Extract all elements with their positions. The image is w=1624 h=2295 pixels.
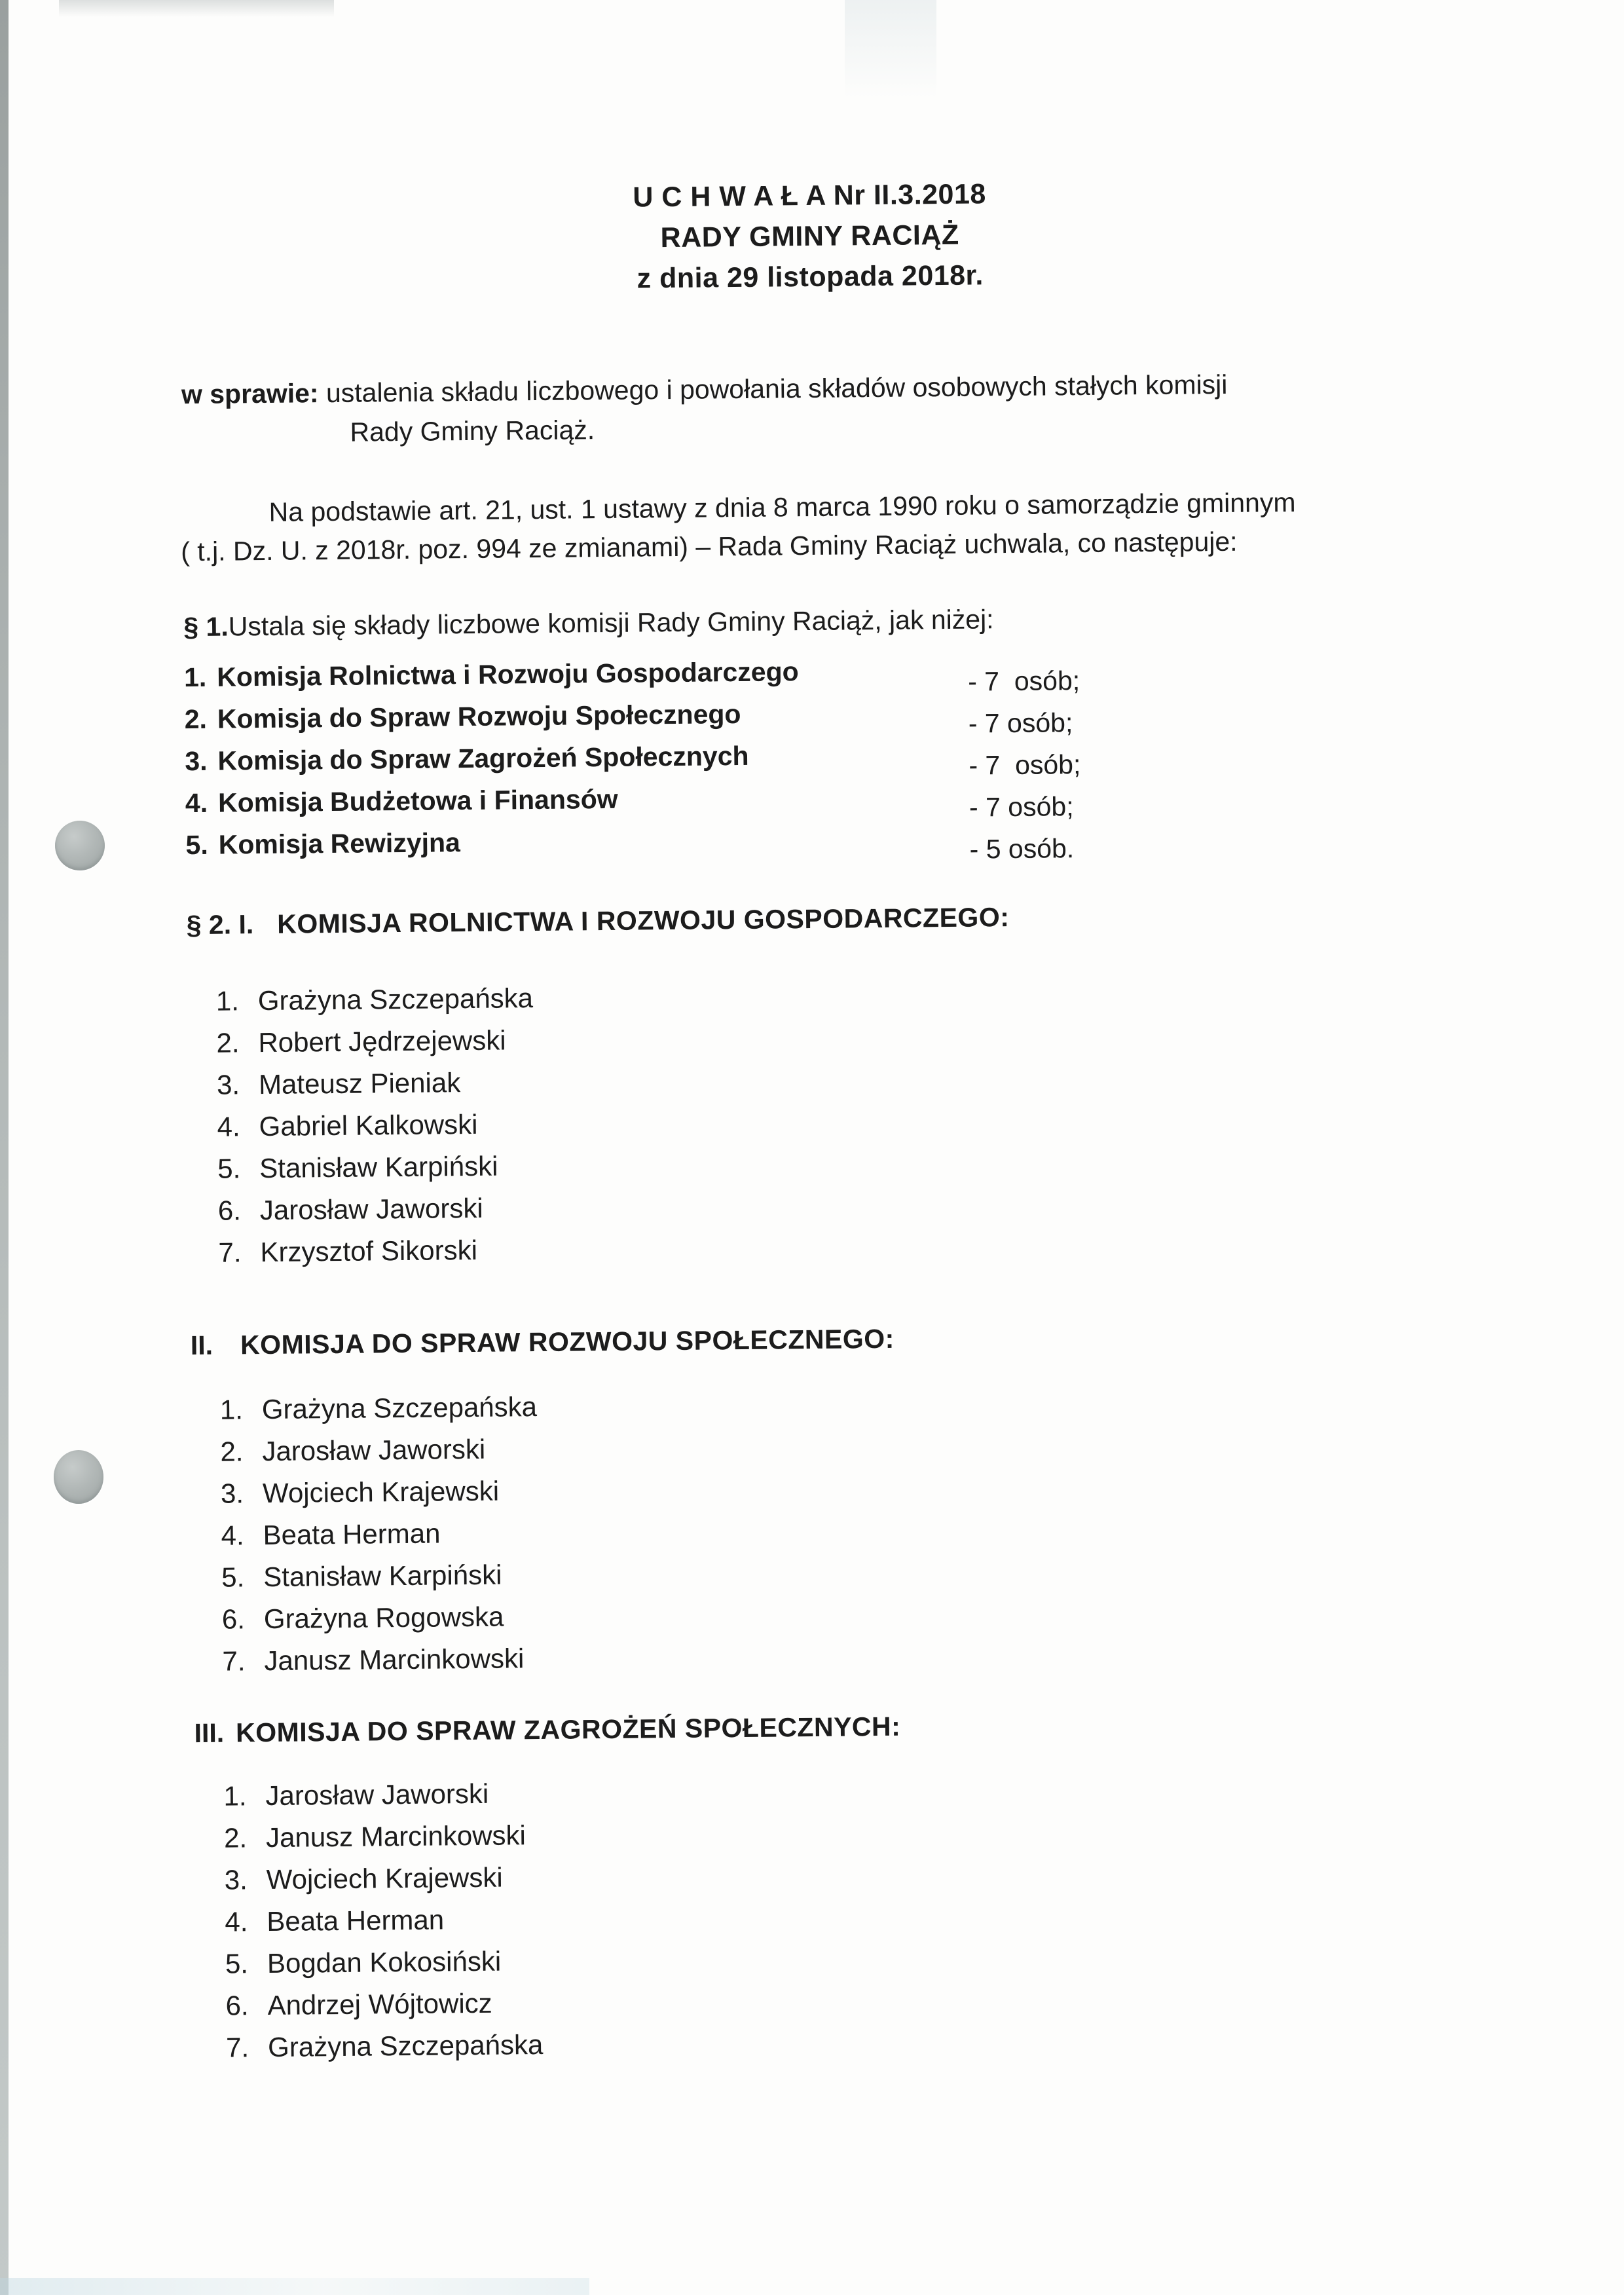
member-item xyxy=(225,1899,1011,1949)
committee-number: 4. xyxy=(185,787,208,819)
resolution-date: z dnia 29 listopada 2018r. xyxy=(637,259,984,295)
committee-name: Komisja Rolnictwa i Rozwoju Gospodarczego xyxy=(217,656,799,692)
member-number: 3. xyxy=(220,1478,244,1509)
legal-basis-paragraph xyxy=(180,481,1477,571)
committee-member-count: - 7 osób; xyxy=(969,749,1081,781)
member-number: 6. xyxy=(217,1195,242,1226)
member-name: Janusz Marcinkowski xyxy=(265,1819,526,1854)
member-name: Beata Herman xyxy=(263,1518,441,1551)
member-number: 5. xyxy=(225,1948,249,1979)
subject-line1: ustalenia składu liczbowego i powołania składów osobowych stałych komisji xyxy=(325,369,1228,409)
section-3-title: KOMISJA DO SPRAW ZAGROŻEŃ SPOŁECZNYCH: xyxy=(235,1711,901,1748)
member-name: Wojciech Krajewski xyxy=(266,1861,503,1895)
document-title xyxy=(0,168,1624,305)
member-item xyxy=(221,1554,1008,1604)
committee-number: 5. xyxy=(185,829,208,861)
subject-label: w sprawie: xyxy=(181,378,319,410)
committee-name: Komisja do Spraw Zagrożeń Społecznych xyxy=(217,740,749,776)
section-2-member-list xyxy=(220,1387,1008,1687)
member-name: Bogdan Kokosiński xyxy=(267,1945,502,1979)
member-number: 4. xyxy=(217,1111,240,1142)
committee-member-count: - 5 osób. xyxy=(969,833,1075,865)
member-number: 5. xyxy=(217,1153,241,1184)
section-1-prefix: § 2. I. xyxy=(186,909,254,941)
member-number: 7. xyxy=(222,1645,246,1677)
member-number: 7. xyxy=(218,1237,242,1268)
committee-number: 2. xyxy=(184,703,208,735)
member-number: 2. xyxy=(216,1027,240,1058)
member-number: 4. xyxy=(221,1520,244,1551)
member-number: 4. xyxy=(225,1906,248,1937)
member-name: Grażyna Rogowska xyxy=(263,1601,504,1635)
section-3-heading xyxy=(194,1706,1477,1749)
member-name: Grażyna Szczepańska xyxy=(257,982,534,1017)
legal-basis-line2: ( t.j. Dz. U. z 2018r. poz. 994 ze zmianami) – Rada Gminy Raciąż uchwala, co następuje: xyxy=(181,526,1238,567)
committee-member-count: - 7 osób; xyxy=(969,791,1074,823)
member-name: Jarosław Jaworski xyxy=(265,1778,489,1812)
section-2-title: KOMISJA DO SPRAW ROZWOJU SPOŁECZNEGO: xyxy=(240,1323,895,1360)
member-name: Krzysztof Sikorski xyxy=(260,1234,478,1268)
member-number: 3. xyxy=(224,1864,248,1895)
member-number: 2. xyxy=(223,1822,248,1854)
member-name: Gabriel Kalkowski xyxy=(259,1108,478,1142)
member-item xyxy=(216,978,1003,1028)
section-1-title: KOMISJA ROLNICTWA I ROZWOJU GOSPODARCZEGO: xyxy=(277,902,1010,939)
member-number: 1. xyxy=(215,985,240,1017)
subject-line2: Rady Gminy Raciąż. xyxy=(350,415,595,447)
member-number: 6. xyxy=(225,1990,249,2021)
legal-basis-line1: Na podstawie art. 21, ust. 1 ustawy z dnia 8 marca 1990 roku o samorządzie gminnym xyxy=(268,487,1296,527)
member-item xyxy=(220,1428,1006,1478)
member-number: 5. xyxy=(221,1561,245,1593)
section-1-member-list xyxy=(216,978,1005,1278)
member-item xyxy=(224,1857,1010,1907)
member-name: Stanisław Karpiński xyxy=(263,1559,502,1593)
committee-member-count: - 7 osób; xyxy=(967,665,1080,697)
member-item xyxy=(217,1062,1003,1111)
member-name: Grażyna Szczepańska xyxy=(261,1391,538,1425)
resolution-number: U C H W A Ł A Nr II.3.2018 xyxy=(633,178,987,214)
member-item xyxy=(221,1470,1007,1520)
section-2-heading xyxy=(191,1318,1474,1361)
committee-number: 3. xyxy=(185,745,208,777)
member-name: Jarosław Jaworski xyxy=(262,1433,486,1467)
member-item xyxy=(217,1146,1004,1195)
member-item xyxy=(225,1941,1012,1990)
member-item xyxy=(223,1773,1010,1823)
member-item xyxy=(216,1020,1003,1070)
member-name: Jarosław Jaworski xyxy=(259,1192,483,1226)
member-number: 3. xyxy=(216,1069,240,1100)
member-name: Robert Jędrzejewski xyxy=(258,1024,506,1058)
member-item xyxy=(221,1512,1007,1562)
paragraph-1 xyxy=(183,600,1428,643)
member-item xyxy=(217,1104,1003,1153)
section-3-prefix: III. xyxy=(194,1717,225,1749)
member-name: Beata Herman xyxy=(267,1904,445,1937)
member-name: Wojciech Krajewski xyxy=(262,1475,500,1509)
member-name: Janusz Marcinkowski xyxy=(264,1643,525,1677)
committee-name: Komisja Rewizyjna xyxy=(218,827,461,860)
member-item xyxy=(218,1229,1005,1279)
member-name: Grażyna Szczepańska xyxy=(267,2029,544,2063)
committee-size-list xyxy=(184,652,1234,872)
subject-paragraph xyxy=(181,363,1426,453)
member-name: Mateusz Pieniak xyxy=(258,1067,461,1100)
member-item xyxy=(226,2024,1012,2074)
member-item xyxy=(222,1638,1008,1688)
member-name: Andrzej Wójtowicz xyxy=(267,1987,492,2021)
section-2-prefix: II. xyxy=(190,1330,213,1361)
member-item xyxy=(220,1387,1006,1436)
member-number: 1. xyxy=(219,1394,244,1425)
member-item xyxy=(218,1187,1005,1237)
member-item xyxy=(224,1815,1010,1865)
member-number: 6. xyxy=(221,1603,246,1635)
section-1-heading xyxy=(186,897,1469,941)
member-item xyxy=(225,1983,1012,2032)
section-3-member-list xyxy=(223,1773,1012,2074)
member-name: Stanisław Karpiński xyxy=(259,1150,498,1184)
committee-name: Komisja do Spraw Rozwoju Społecznego xyxy=(217,699,741,734)
paragraph-1-label: § 1. xyxy=(183,611,229,643)
committee-number: 1. xyxy=(183,662,207,693)
member-number: 7. xyxy=(225,2032,249,2063)
committee-name: Komisja Budżetowa i Finansów xyxy=(217,783,618,818)
member-number: 1. xyxy=(223,1780,247,1812)
paragraph-1-text: Ustala się składy liczbowe komisji Rady Gminy Raciąż, jak niżej: xyxy=(228,604,994,642)
member-number: 2. xyxy=(220,1436,244,1467)
committee-member-count: - 7 osób; xyxy=(968,707,1073,739)
council-name: RADY GMINY RACIĄŻ xyxy=(660,219,959,254)
member-item xyxy=(222,1596,1008,1646)
